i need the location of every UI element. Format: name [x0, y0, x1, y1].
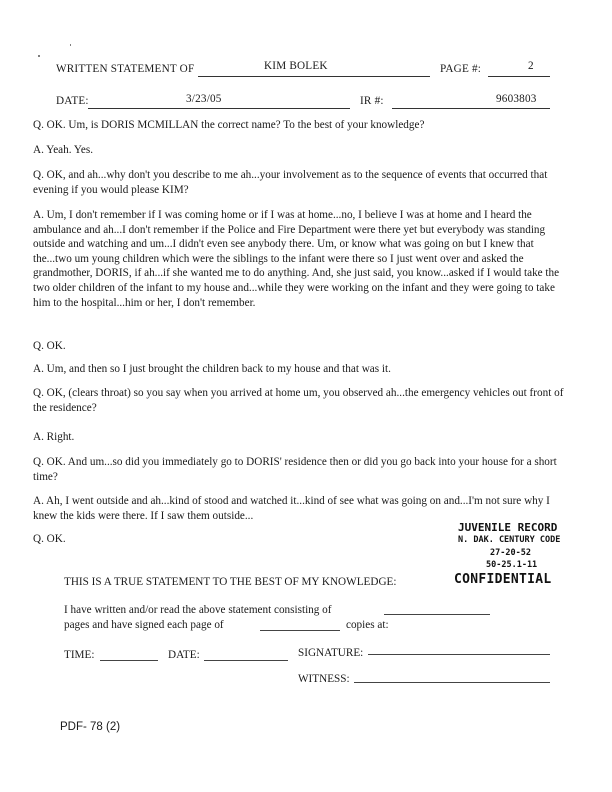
stamp-line-3: 27-20-52	[490, 548, 531, 558]
stamp-line-1: JUVENILE RECORD	[458, 521, 558, 534]
form-id: PDF- 78 (2)	[60, 721, 121, 733]
ir-label: IR #:	[360, 95, 384, 107]
paragraph-q1: Q. OK. Um, is DORIS MCMILLAN the correct name? To the best of your knowledge?	[33, 119, 425, 131]
page-underline	[488, 76, 550, 77]
time-blank	[100, 660, 158, 661]
paragraph-a2: A. Um, I don't remember if I was coming home or if I was at home...no, I believe I was at home and I heard the ambulance and ah...I don't remember if the Police and Fire Department were there yet but everybody was standing outside and watching and um...I didn't even see anybody there. Um, or know what was going on but I knew that the...two um young children which were the siblings to the infant were there so I just went over and asked the grandmother, DORIS, if ah...if she wanted me to do anything. And, she just said, you know...asked if I would take the two older children of the infant to my house and...while they were working on the infant and they were going to take him to the hospital...him or her, I don't remember.	[33, 209, 560, 309]
scan-speck	[38, 55, 40, 57]
pages-text: pages and have signed each page of	[64, 619, 224, 631]
copies-blank	[260, 630, 340, 631]
statement-of-label: WRITTEN STATEMENT OF	[56, 63, 195, 75]
date-label: DATE:	[56, 95, 89, 107]
date-footer-label: DATE:	[168, 649, 200, 661]
paragraph-a1: A. Yeah. Yes.	[33, 144, 93, 156]
time-label: TIME:	[64, 649, 95, 661]
paragraph-q5: Q. OK. And um...so did you immediately go to DORIS' residence then or did you go back into your house for a short time?	[33, 456, 557, 483]
stamp-line-2: N. DAK. CENTURY CODE	[458, 535, 561, 545]
page-label: PAGE #:	[440, 63, 482, 75]
copies-text: copies at:	[346, 619, 389, 631]
stamp-line-4: 50-25.1-11	[486, 560, 538, 570]
ir-value: 9603803	[496, 93, 537, 105]
paragraph-q2: Q. OK, and ah...why don't you describe to me ah...your involvement as to the sequence of events that occurred that evening if you would please KIM?	[33, 169, 548, 196]
date-footer-blank	[204, 660, 288, 661]
consisting-text: I have written and/or read the above statement consisting of	[64, 604, 332, 616]
witness-blank	[354, 682, 550, 683]
paragraph-a5: A. Ah, I went outside and ah...kind of stood and watched it...kind of see what was going on and...I'm not sure why I knew the kids were there. If I saw them outside...	[33, 495, 550, 522]
witness-label: WITNESS:	[298, 673, 350, 685]
page-value: 2	[528, 60, 534, 72]
stamp-line-5: CONFIDENTIAL	[454, 572, 552, 587]
scan-speck	[70, 44, 71, 46]
paragraph-a4: A. Right.	[33, 431, 75, 443]
statement-of-underline	[198, 76, 430, 77]
paragraph-q3: Q. OK.	[33, 340, 66, 352]
true-statement-text: THIS IS A TRUE STATEMENT TO THE BEST OF MY KNOWLEDGE:	[64, 576, 397, 588]
signature-blank	[368, 654, 550, 655]
paragraph-a3: A. Um, and then so I just brought the children back to my house and that was it.	[33, 363, 391, 375]
consisting-blank	[384, 614, 490, 615]
statement-of-value: KIM BOLEK	[264, 60, 328, 72]
signature-label: SIGNATURE:	[298, 647, 364, 659]
date-underline	[88, 108, 350, 109]
paragraph-q4: Q. OK, (clears throat) so you say when you arrived at home um, you observed ah...the emergency vehicles out front of the residence?	[33, 387, 564, 414]
date-value: 3/23/05	[186, 93, 222, 105]
ir-underline	[392, 108, 550, 109]
paragraph-q6: Q. OK.	[33, 533, 66, 545]
